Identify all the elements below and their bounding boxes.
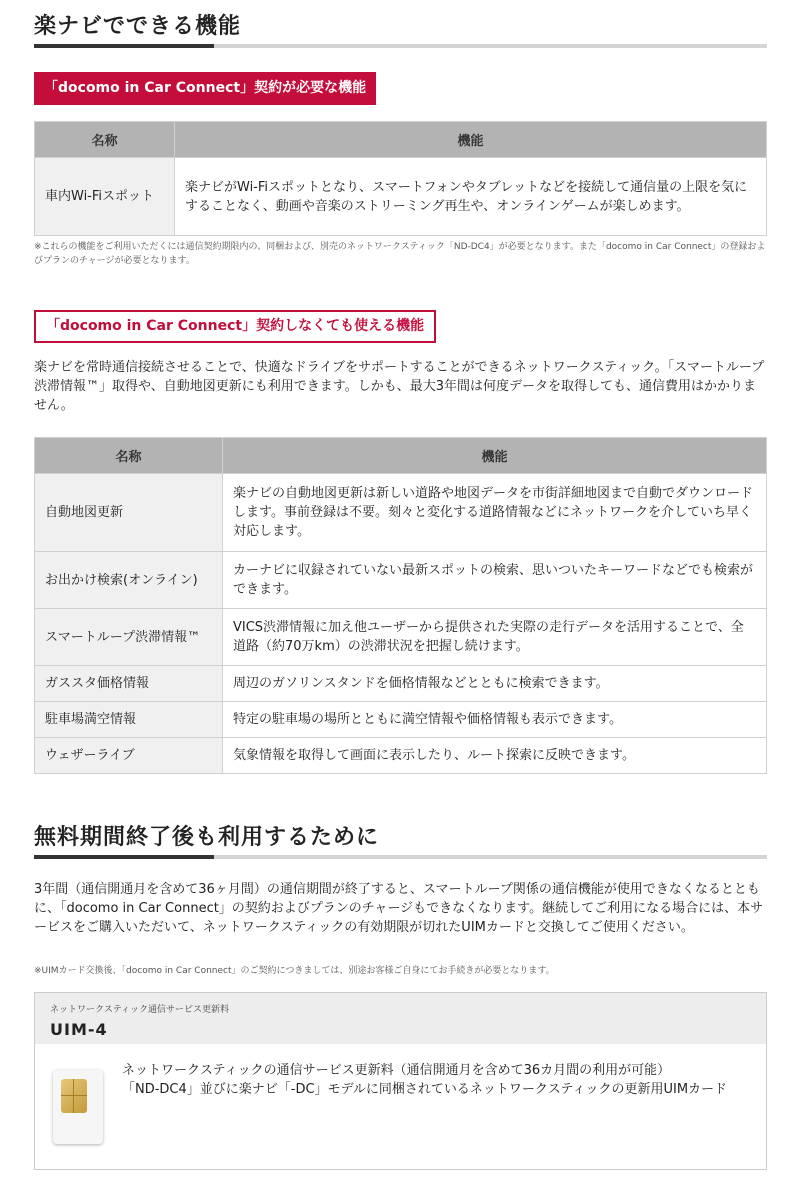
sim-card-icon: [53, 1070, 103, 1144]
section-heading-after-free-period: [34, 823, 767, 859]
heading-rule: [34, 44, 767, 48]
table-row: [35, 738, 767, 774]
table-contract-not-required: [34, 437, 767, 774]
col-header-function: 機能: [175, 122, 767, 158]
sim-chip: [61, 1079, 87, 1113]
row-desc: 特定の駐車場の場所とともに満空情報や価格情報も表示できます。: [223, 702, 767, 738]
col-header-name: 名称: [35, 438, 223, 474]
table-row: [35, 609, 767, 666]
row-desc: カーナビに収録されていない最新スポットの検索、思いついたキーワードなどでも検索ができます。: [223, 552, 767, 609]
label-contract-not-required: 「docomo in Car Connect」契約しなくても使える機能: [34, 310, 436, 343]
product-header: [35, 993, 766, 1044]
row-desc: 楽ナビの自動地図更新は新しい道路や地図データを市街詳細地図まで自動でダウンロードします。事前登録は不要。刻々と変化する道路情報などにネットワークを介していち早く対応します。: [223, 474, 767, 552]
footnote-requirements: ※これらの機能をご利用いただくには通信契約期限内の、同梱および、別売のネットワークスティック「ND-DC4」が必要となります。また「docomo in Car Connect」の登録およびプランのチャージが必要となります。: [34, 242, 766, 266]
label-contract-required: 「docomo in Car Connect」契約が必要な機能: [34, 72, 376, 105]
row-name: スマートループ渋滞情報™: [35, 609, 223, 666]
row-desc: 楽ナビがWi-Fiスポットとなり、スマートフォンやタブレットなどを接続して通信量の上限を気にすることなく、動画や音楽のストリーミング再生や、オンラインゲームが楽しめます。: [175, 158, 767, 236]
product-desc-line2: 「ND-DC4」並びに楽ナビ「-DC」モデルに同梱されているネットワークスティックの更新用UIMカード: [122, 1082, 728, 1097]
table-row: [35, 666, 767, 702]
table-contract-required: [34, 121, 767, 236]
col-header-name: 名称: [35, 122, 175, 158]
intro-paragraph: 楽ナビを常時通信接続させることで、快適なドライブをサポートすることができるネットワークスティック。「スマートループ渋滞情報™」取得や、自動地図更新にも利用できます。しかも、最大3年間は何度データを取得しても、通信費用はかかりません。: [34, 360, 765, 413]
row-name: 車内Wi-Fiスポット: [35, 158, 175, 236]
product-subtitle: ネットワークスティック通信サービス更新料: [50, 1005, 230, 1015]
table-header-row: [35, 438, 767, 474]
table-row: [35, 474, 767, 552]
row-name: 自動地図更新: [35, 474, 223, 552]
product-description: [122, 1061, 742, 1099]
table-header-row: [35, 122, 767, 158]
renewal-paragraph: 3年間（通信開通月を含めて36ヶ月間）の通信期間が終了すると、スマートループ関係の通信機能が使用できなくなるとともに、「docomo in Car Connect」の契約およびプランのチャージもできなくなります。継続してご利用になる場合には、本サービスをご購入いただいて、ネットワークスティックの有効期限が切れたUIMカードと交換してご使用ください。: [34, 882, 764, 935]
row-desc: 周辺のガソリンスタンドを価格情報などとともに検索できます。: [223, 666, 767, 702]
col-header-function: 機能: [223, 438, 767, 474]
row-desc: 気象情報を取得して画面に表示したり、ルート探索に反映できます。: [223, 738, 767, 774]
section-title: 無料期間終了後も利用するために: [34, 825, 380, 850]
product-box-uim: [34, 992, 767, 1170]
row-name: 駐車場満空情報: [35, 702, 223, 738]
row-name: お出かけ検索(オンライン): [35, 552, 223, 609]
section-heading-features: [34, 12, 767, 48]
table-row: [35, 552, 767, 609]
row-desc: VICS渋滞情報に加え他ユーザーから提供された実際の走行データを活用することで、全道路（約70万km）の渋滞状況を把握し続けます。: [223, 609, 767, 666]
heading-rule: [34, 855, 767, 859]
product-name: UIM-4: [50, 1020, 108, 1039]
row-name: ガススタ価格情報: [35, 666, 223, 702]
row-name: ウェザーライブ: [35, 738, 223, 774]
table-row: [35, 702, 767, 738]
product-desc-line1: ネットワークスティックの通信サービス更新料（通信開通月を含めて36カ月間の利用が可能）: [122, 1063, 671, 1078]
footnote-uim: ※UIMカード交換後、「docomo in Car Connect」のご契約につきましては、別途お客様ご自身にてお手続きが必要となります。: [34, 966, 555, 976]
section-title: 楽ナビでできる機能: [34, 14, 242, 39]
table-row: [35, 158, 767, 236]
